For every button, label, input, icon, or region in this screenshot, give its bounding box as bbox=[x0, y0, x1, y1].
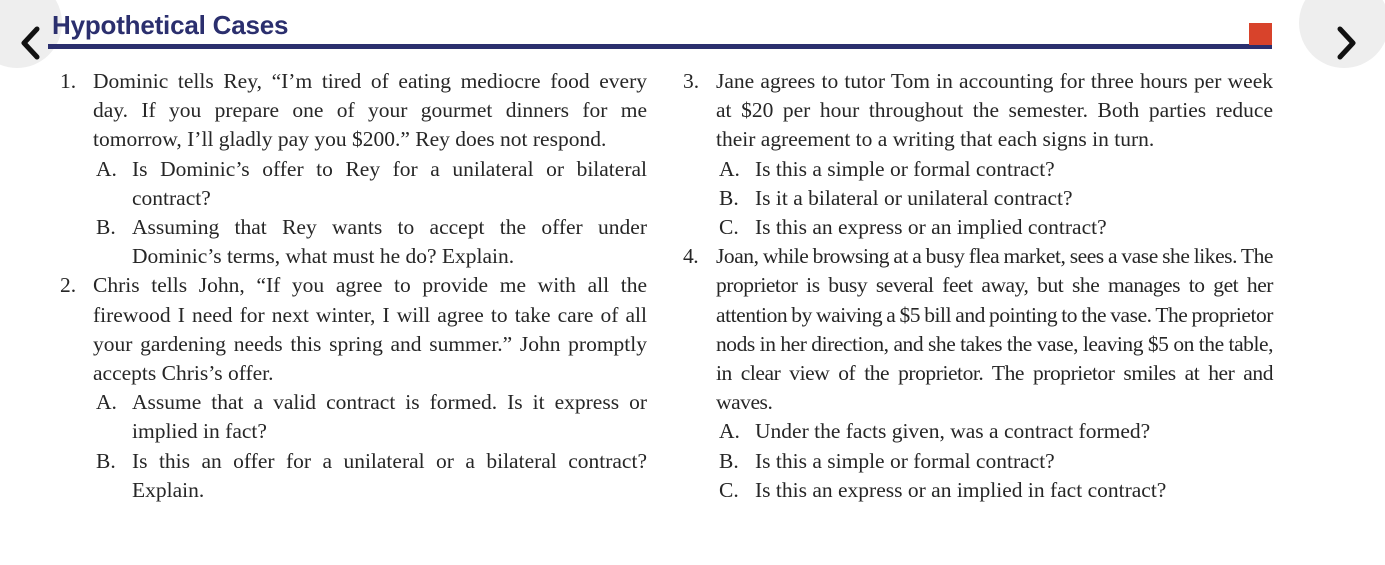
chevron-left-icon bbox=[19, 26, 41, 60]
sub-letter: C. bbox=[719, 477, 739, 502]
title-rule bbox=[48, 44, 1272, 49]
question-3-sub-b bbox=[683, 184, 1273, 213]
sub-letter: A. bbox=[96, 390, 117, 415]
sub-text: Assume that a valid contract is formed. Is it express or implied in fact? bbox=[132, 390, 647, 444]
question-2-sub-a bbox=[60, 388, 647, 446]
sub-letter: A. bbox=[719, 156, 740, 181]
sub-letter: C. bbox=[719, 215, 739, 240]
question-1 bbox=[60, 67, 647, 155]
question-3-sub-a bbox=[683, 155, 1273, 184]
question-4-sub-b bbox=[683, 447, 1273, 476]
sub-text: Is this a simple or formal contract? bbox=[755, 448, 1055, 473]
sub-letter: A. bbox=[96, 156, 117, 181]
question-text: Dominic tells Rey, “I’m tired of eating mediocre food every day. If you prepare one of your gourmet dinners for me tomorrow, I’ll gladly pay you $200.” Rey does not respond. bbox=[93, 69, 647, 152]
sub-letter: B. bbox=[719, 448, 739, 473]
sub-text: Under the facts given, was a contract formed? bbox=[755, 419, 1151, 444]
left-column bbox=[60, 67, 647, 505]
sub-text: Is Dominic’s offer to Rey for a unilateral or bilateral contract? bbox=[132, 156, 647, 210]
question-4 bbox=[683, 242, 1273, 417]
question-text: Joan, while browsing at a busy flea market, sees a vase she likes. The proprietor is busy several feet away, but she manages to get her attention by waiving a $5 bill and pointing to the vase. The proprietor nods in her direction, and she takes the vase, leaving $5 on the table, in clear view of the proprietor. The proprietor smiles at her and waves. bbox=[716, 244, 1273, 415]
question-4-sub-c bbox=[683, 476, 1273, 505]
sub-text: Assuming that Rey wants to accept the offer under Dominic’s terms, what must he do? Explain. bbox=[132, 215, 647, 269]
sub-text: Is this a simple or formal contract? bbox=[755, 156, 1055, 181]
question-text: Chris tells John, “If you agree to provide me with all the firewood I need for next winter, I will agree to take care of all your gardening needs this spring and summer.” John promptly accepts Chris’s offer. bbox=[93, 273, 647, 386]
sub-letter: B. bbox=[96, 448, 116, 473]
question-number: 4. bbox=[683, 244, 699, 269]
question-text: Jane agrees to tutor Tom in accounting for three hours per week at $20 per hour throughout the semester. Both parties reduce their agreement to a writing that each signs in turn. bbox=[716, 69, 1273, 152]
sub-letter: B. bbox=[96, 215, 116, 240]
section-marker bbox=[1249, 23, 1272, 45]
chevron-right-icon bbox=[1336, 26, 1358, 60]
sub-letter: A. bbox=[719, 419, 740, 444]
question-number: 3. bbox=[683, 69, 700, 93]
right-column bbox=[683, 67, 1273, 505]
sub-text: Is this an express or an implied in fact contract? bbox=[755, 477, 1167, 502]
question-2-sub-b bbox=[60, 447, 647, 505]
next-page-button[interactable] bbox=[1299, 0, 1385, 68]
question-1-sub-b bbox=[60, 213, 647, 271]
question-3 bbox=[683, 67, 1273, 155]
page-title: Hypothetical Cases bbox=[52, 10, 289, 40]
question-number: 2. bbox=[60, 273, 77, 298]
question-2 bbox=[60, 271, 647, 388]
sub-text: Is this an express or an implied contract? bbox=[755, 215, 1107, 240]
question-number: 1. bbox=[60, 69, 77, 93]
sub-letter: B. bbox=[719, 185, 739, 210]
question-4-sub-a bbox=[683, 417, 1273, 446]
question-1-sub-a bbox=[60, 155, 647, 213]
sub-text: Is this an offer for a unilateral or a bilateral contract? Explain. bbox=[132, 448, 647, 502]
sub-text: Is it a bilateral or unilateral contract? bbox=[755, 185, 1073, 210]
question-3-sub-c bbox=[683, 213, 1273, 242]
